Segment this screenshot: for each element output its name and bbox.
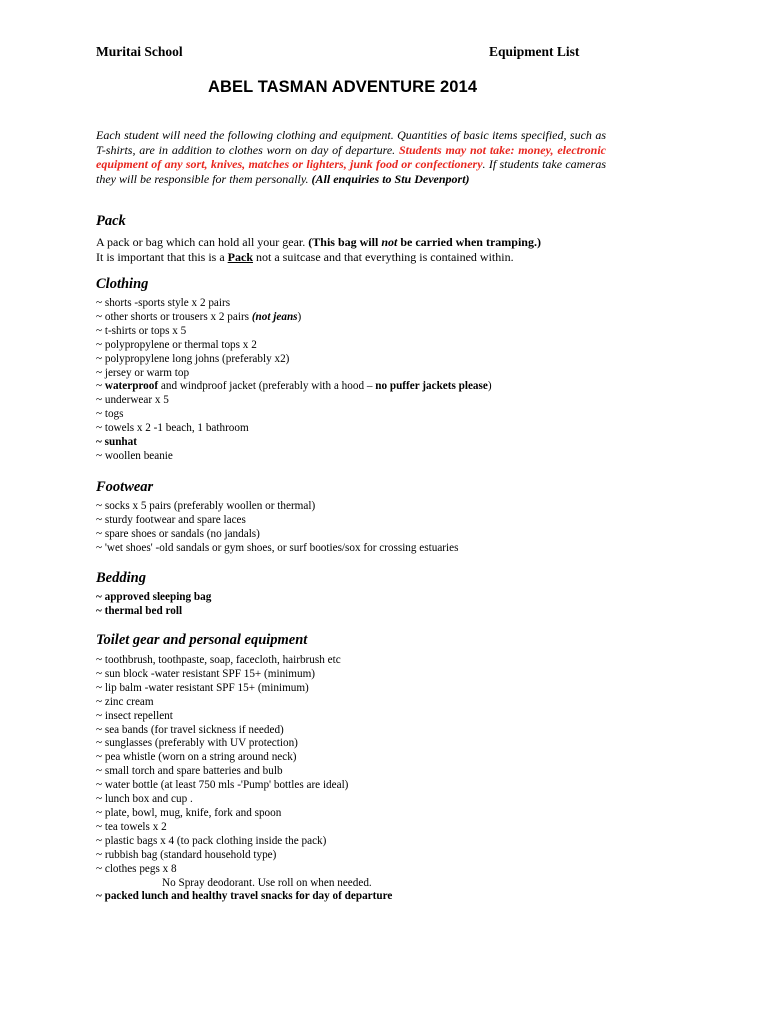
page-title: ABEL TASMAN ADVENTURE 2014 <box>208 78 478 96</box>
document-type: Equipment List <box>489 44 580 59</box>
list-item: ~ thermal bed roll <box>96 604 183 617</box>
list-item: ~ lunch box and cup . <box>96 793 193 806</box>
section-heading-bedding: Bedding <box>96 570 146 586</box>
list-item: ~ sunglasses (preferably with UV protection) <box>96 737 298 750</box>
prohibited-items-warning: Students may not take: money, electronic equipment of any sort, knives, matches or lighters, junk food or confectionery <box>96 142 606 171</box>
list-item: ~ waterproof and windproof jacket (preferably with a hood – no puffer jackets please) <box>96 380 492 393</box>
list-item: ~ sunhat <box>96 436 137 449</box>
list-item: ~ underwear x 5 <box>96 394 169 407</box>
intro-text: Each student will need the following clothing and equipment. Quantities of basic items specified, such as T-shirts, are in addition to clothes worn on day of departure. <box>96 128 606 157</box>
section-heading-pack: Pack <box>96 213 126 229</box>
list-item: ~ towels x 2 -1 beach, 1 bathroom <box>96 422 249 435</box>
intro-camera-text: . If students take cameras they will be responsible for them personally. <box>96 157 606 186</box>
list-item: ~ pea whistle (worn on a string around neck) <box>96 751 297 764</box>
intro-paragraph <box>96 128 606 186</box>
list-item: ~ shorts -sports style x 2 pairs <box>96 297 231 309</box>
list-item: ~ 'wet shoes' -old sandals or gym shoes, or surf booties/sox for crossing estuaries <box>96 541 459 554</box>
pack-line-2: It is important that this is a Pack not a suitcase and that everything is contained within. <box>96 249 514 264</box>
pack-section <box>96 235 541 264</box>
list-item: ~ zinc cream <box>96 695 154 708</box>
list-item: ~ jersey or warm top <box>96 366 190 379</box>
list-item: ~ polypropylene or thermal tops x 2 <box>96 338 257 351</box>
list-item: ~ socks x 5 pairs (preferably woollen or thermal) <box>96 500 316 512</box>
list-item: ~ t-shirts or tops x 5 <box>96 324 187 337</box>
list-item: ~ plate, bowl, mug, knife, fork and spoon <box>96 806 282 819</box>
enquiries-contact: (All enquiries to Stu Devenport) <box>311 171 470 186</box>
list-item: ~ sun block -water resistant SPF 15+ (minimum) <box>96 667 316 680</box>
list-item: ~ sea bands (for travel sickness if needed) <box>96 723 284 736</box>
list-item: ~ small torch and spare batteries and bulb <box>96 765 283 778</box>
list-item: ~ woollen beanie <box>96 449 173 462</box>
list-item: ~ clothes pegs x 8 <box>96 862 177 875</box>
list-item: ~ tea towels x 2 <box>96 820 167 833</box>
list-item: ~ spare shoes or sandals (no jandals) <box>96 527 260 540</box>
list-item: ~ sturdy footwear and spare laces <box>96 513 246 526</box>
section-heading-footwear: Footwear <box>96 479 154 495</box>
list-item: ~ rubbish bag (standard household type) <box>96 848 277 861</box>
section-heading-clothing: Clothing <box>96 276 149 292</box>
list-item: ~ toothbrush, toothpaste, soap, facecloth, hairbrush etc <box>96 654 341 666</box>
list-item: ~ polypropylene long johns (preferably x2) <box>96 352 290 365</box>
school-name: Muritai School <box>96 44 183 59</box>
list-item: ~ packed lunch and healthy travel snacks for day of departure <box>96 890 393 903</box>
list-item: ~ lip balm -water resistant SPF 15+ (minimum) <box>96 681 309 694</box>
list-item: ~ other shorts or trousers x 2 pairs (not jeans) <box>96 310 302 323</box>
toilet-gear-list <box>96 654 392 904</box>
bedding-list <box>96 591 211 619</box>
list-item: ~ water bottle (at least 750 mls -'Pump' bottles are ideal) <box>96 779 349 792</box>
pack-line-1: A pack or bag which can hold all your gear. (This bag will not be carried when tramping.) <box>96 235 541 249</box>
clothing-list <box>96 297 492 464</box>
section-heading-toilet-gear: Toilet gear and personal equipment <box>96 632 308 648</box>
list-item: ~ togs <box>96 408 124 421</box>
deodorant-note: No Spray deodorant. Use roll on when needed. <box>162 876 372 889</box>
footwear-list <box>96 500 458 556</box>
list-item: ~ insect repellent <box>96 709 173 722</box>
list-item: ~ plastic bags x 4 (to pack clothing inside the pack) <box>96 834 327 847</box>
list-item: ~ approved sleeping bag <box>96 591 212 603</box>
